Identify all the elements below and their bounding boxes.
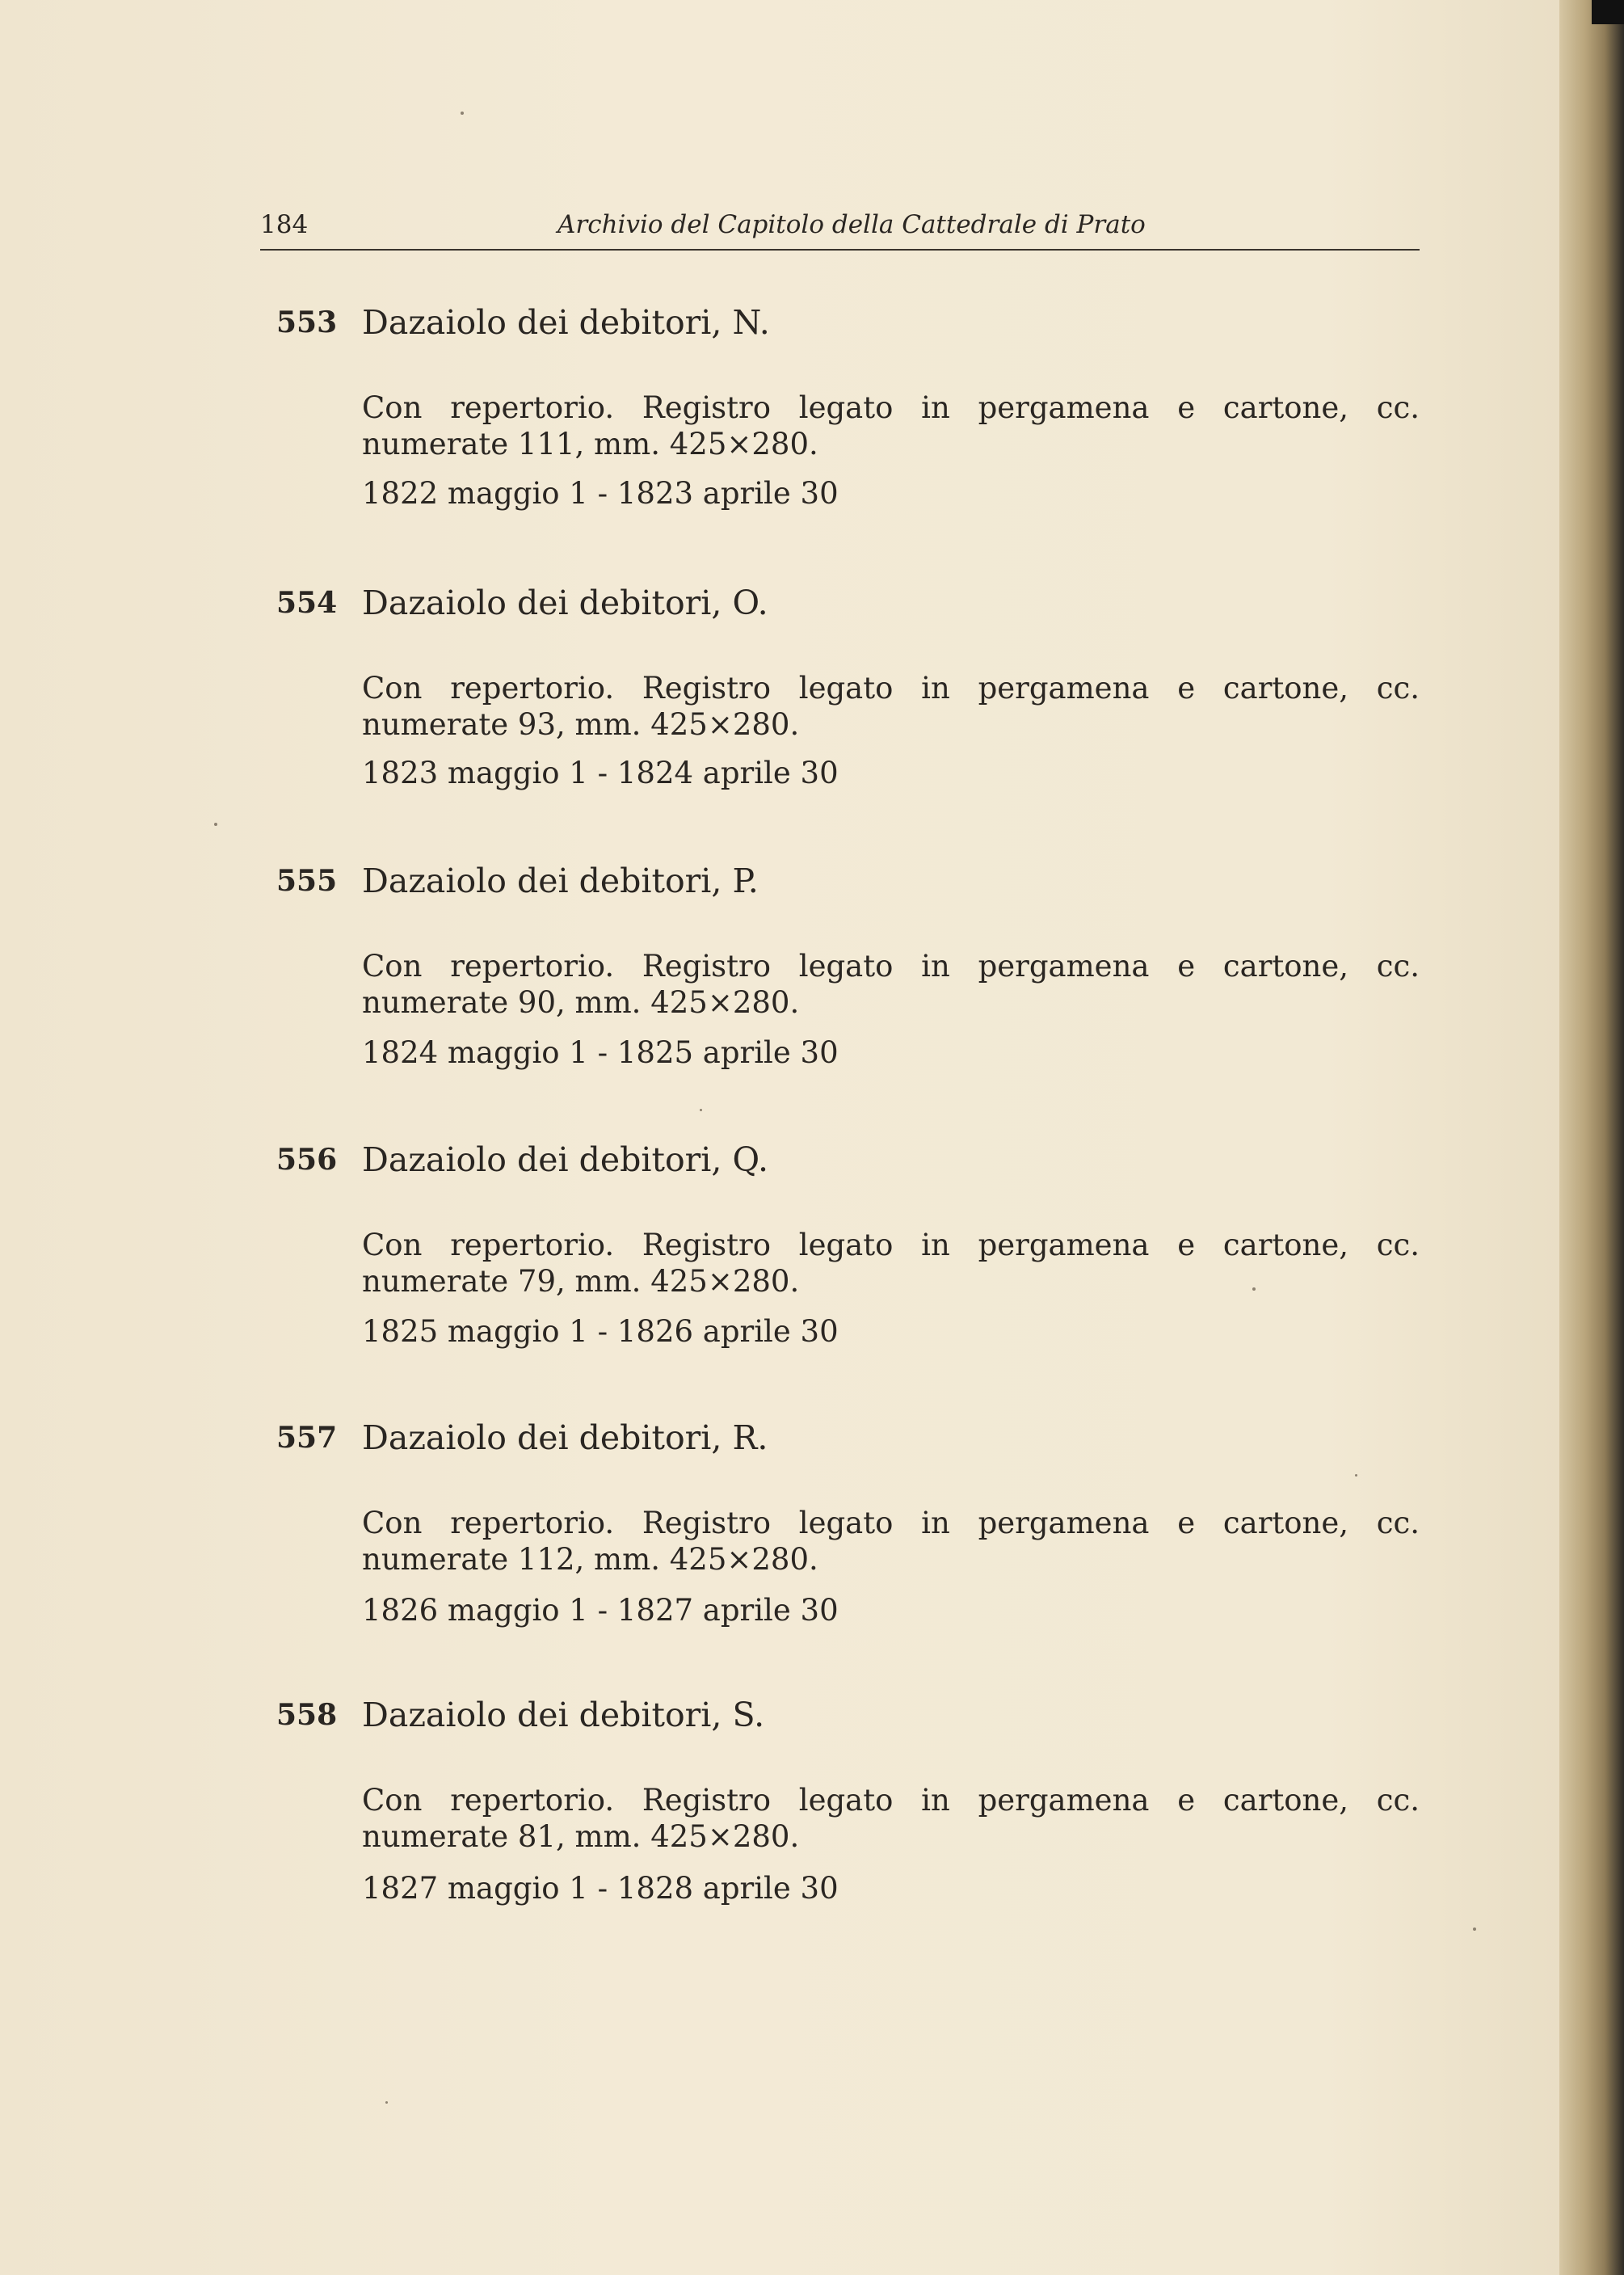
entry-description: Con repertorio. Registro legato in pergamena e cartone, cc. numerate 112, mm. 425×280.: [362, 1506, 1420, 1577]
entry-553: [260, 304, 1420, 522]
entry-number: 553: [276, 305, 338, 339]
spine-shadow: [1592, 0, 1624, 24]
entry-title: Dazaiolo dei debitori, S.: [362, 1696, 765, 1734]
entry-description: Con repertorio. Registro legato in pergamena e cartone, cc. numerate 81, mm. 425×280.: [362, 1783, 1420, 1854]
paper-speck: [214, 823, 217, 826]
entry-554: [260, 584, 1420, 803]
entry-number: 554: [276, 586, 338, 620]
entry-dates: 1824 maggio 1 - 1825 aprile 30: [362, 1035, 839, 1070]
entry-title: Dazaiolo dei debitori, N.: [362, 303, 770, 342]
paper-speck: [1252, 1287, 1256, 1291]
entry-558: [260, 1696, 1420, 1915]
entry-555: [260, 862, 1420, 1081]
entry-description: Con repertorio. Registro legato in pergamena e cartone, cc. numerate 79, mm. 425×280.: [362, 1228, 1420, 1299]
entry-dates: 1827 maggio 1 - 1828 aprile 30: [362, 1871, 839, 1906]
entry-title: Dazaiolo dei debitori, Q.: [362, 1140, 769, 1179]
entry-description: Con repertorio. Registro legato in pergamena e cartone, cc. numerate 111, mm. 425×280.: [362, 390, 1420, 461]
entry-556: [260, 1141, 1420, 1359]
entry-dates: 1822 maggio 1 - 1823 aprile 30: [362, 476, 839, 511]
entry-number: 555: [276, 864, 338, 898]
entry-title: Dazaiolo dei debitori, P.: [362, 862, 759, 900]
entry-description: Con repertorio. Registro legato in pergamena e cartone, cc. numerate 90, mm. 425×280.: [362, 949, 1420, 1020]
entry-title: Dazaiolo dei debitori, O.: [362, 583, 768, 622]
entry-title: Dazaiolo dei debitori, R.: [362, 1418, 768, 1457]
page-number: 184: [260, 210, 309, 239]
paper-speck: [1473, 1927, 1476, 1931]
paper-speck: [1355, 1474, 1357, 1477]
paper-speck: [700, 1109, 702, 1111]
entry-number: 557: [276, 1421, 338, 1455]
entry-dates: 1826 maggio 1 - 1827 aprile 30: [362, 1593, 839, 1628]
entry-dates: 1825 maggio 1 - 1826 aprile 30: [362, 1314, 839, 1349]
entry-557: [260, 1419, 1420, 1637]
book-spine: [1559, 0, 1624, 2275]
entry-description: Con repertorio. Registro legato in pergamena e cartone, cc. numerate 93, mm. 425×280.: [362, 671, 1420, 742]
entry-number: 556: [276, 1143, 338, 1177]
paper-speck: [385, 2101, 388, 2104]
paper-speck: [461, 112, 464, 115]
entry-dates: 1823 maggio 1 - 1824 aprile 30: [362, 756, 839, 790]
entry-number: 558: [276, 1698, 338, 1732]
running-title: Archivio del Capitolo della Cattedrale di Prato: [557, 210, 1146, 239]
page-header: [260, 209, 1420, 251]
